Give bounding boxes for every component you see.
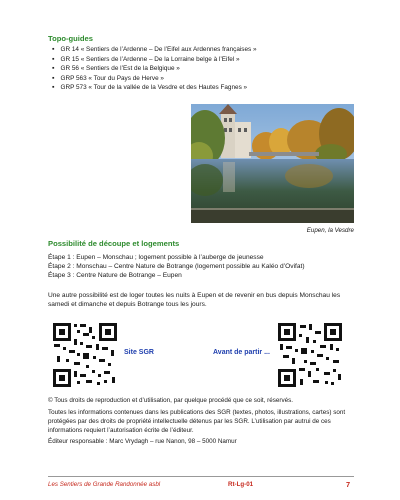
site-sgr-link[interactable]: Site SGR <box>124 349 154 356</box>
qr-code-site-sgr[interactable] <box>52 322 118 388</box>
qr-code-avant-de-partir[interactable] <box>277 322 343 388</box>
footer-route-code: Rt-Lg-01 <box>228 481 254 488</box>
avant-de-partir-link[interactable]: Avant de partir ... <box>213 349 270 356</box>
list-item: ▪ GR 15 « Sentiers de l’Ardenne – De la Lorraine belge à l’Eifel » <box>52 55 257 65</box>
etapes-list <box>48 253 305 281</box>
copyright-notice: © Tous droits de reproduction et d’utilisation, par quelque procédé que ce soit, réservés. <box>48 397 293 404</box>
list-item: ▪ GR 14 « Sentiers de l’Ardenne – De l’Eifel aux Ardennes françaises » <box>52 45 257 55</box>
list-item: ▪ GRP 573 « Tour de la vallée de la Vesdre et des Hautes Fagnes » <box>52 83 257 93</box>
list-item: ▪ GRP 563 « Tour du Pays de Herve » <box>52 74 257 84</box>
eupen-vesdre-photo <box>191 104 354 223</box>
footer-divider <box>48 476 354 477</box>
autre-possibilite-paragraph: Une autre possibilité est de loger toutes les nuits à Eupen et de revenir en bus depuis Monschau les samedi et dimanche et depuis Botrange tous les jours. <box>48 292 341 309</box>
photo-caption: Eupen, la Vesdre <box>306 227 354 234</box>
etape-line: Étape 1 : Eupen – Monschau ; logement possible à l’auberge de jeunesse <box>48 254 264 261</box>
editeur-responsable: Éditeur responsable : Marc Vrydagh – rue Nanon, 98 – 5000 Namur <box>48 438 237 445</box>
etape-line: Étape 2 : Monschau – Centre Nature de Botrange (logement possible au Kaléo d’Ovifat) <box>48 263 305 271</box>
decoupe-heading: Possibilité de découpe et logements <box>48 239 180 248</box>
rights-paragraph: Toutes les informations contenues dans les publications des SGR (textes, photos, illustrations, cartes) sont protégées par des droits de propriété intellectuelle détenus par les SGR. L’utilisation par autrui de ces informations requiert l’autorisation écrite de l’éditeur. <box>48 409 346 434</box>
list-item: ▪ GR 56 « Sentiers de l’Est de la Belgique » <box>52 64 257 74</box>
footer-organisation: Les Sentiers de Grande Randonnée asbl <box>48 481 161 488</box>
page-number: 7 <box>346 480 351 489</box>
topo-guides-heading: Topo-guides <box>48 34 93 43</box>
etape-line: Étape 3 : Centre Nature de Botrange – Eupen <box>48 272 182 280</box>
topo-guides-list <box>52 45 257 93</box>
